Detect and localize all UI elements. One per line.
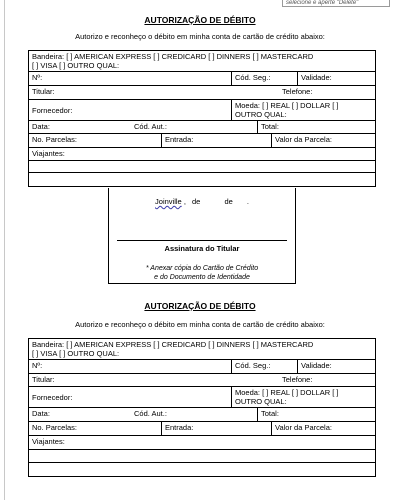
row-viajantes <box>29 436 375 450</box>
moeda-options-line1: Moeda: [ ] REAL [ ] DOLLAR [ ] <box>235 388 339 397</box>
city-name: Joinville <box>155 197 182 206</box>
total-field[interactable]: Total: <box>257 121 375 133</box>
row-blank-2[interactable] <box>29 173 375 186</box>
bandeira-options-line1: Bandeira: [ ] AMERICAN EXPRESS [ ] CREDICARD [ ] DINNERS [ ] MASTERCARD <box>32 52 314 61</box>
cod-aut-field[interactable]: Cód. Aut.: <box>134 122 167 131</box>
form-2-title: AUTORIZAÇÃO DE DÉBITO <box>144 301 256 311</box>
bandeira-options-line1: Bandeira: [ ] AMERICAN EXPRESS [ ] CREDICARD [ ] DINNERS [ ] MASTERCARD <box>32 340 314 349</box>
parcelas-field[interactable]: No. Parcelas: <box>32 135 78 144</box>
cod-aut-field[interactable]: Cód. Aut.: <box>134 409 167 418</box>
moeda-options-line1: Moeda: [ ] REAL [ ] DOLLAR [ ] <box>235 101 339 110</box>
row-data <box>29 121 375 134</box>
date-de-2: de <box>224 197 233 206</box>
date-dot: . <box>246 197 249 206</box>
bandeira-options-line2: [ ] VISA [ ] OUTRO QUAL: <box>32 61 120 70</box>
form-1-table <box>28 50 376 187</box>
fornecedor-field[interactable]: Fornecedor: <box>32 393 73 402</box>
bandeira-options-line2: [ ] VISA [ ] OUTRO QUAL: <box>32 349 120 358</box>
parcelas-field[interactable]: No. Parcelas: <box>32 423 78 432</box>
valor-parcela-field[interactable]: Valor da Parcela: <box>271 422 375 435</box>
row-numero <box>29 72 375 86</box>
moeda-cell[interactable] <box>231 100 375 120</box>
titular-field[interactable]: Titular: <box>32 375 55 384</box>
telefone-field[interactable]: Telefone: <box>282 87 313 96</box>
viajantes-field[interactable]: Viajantes: <box>32 149 65 158</box>
signature-label: Assinatura do Titular <box>164 244 240 253</box>
row-numero <box>29 360 375 374</box>
valor-parcela-field[interactable]: Valor da Parcela: <box>271 134 375 147</box>
form-2-table <box>28 338 376 477</box>
row-parcelas <box>29 134 375 148</box>
row-titular <box>29 86 375 100</box>
row-blank-1[interactable] <box>29 450 375 463</box>
signature-line[interactable] <box>117 240 287 241</box>
attachment-note <box>109 264 295 282</box>
attachment-note-line1: * Anexar cópia do Cartão de Crédito <box>145 265 259 272</box>
numero-field[interactable]: Nº: <box>32 73 43 82</box>
row-titular <box>29 374 375 387</box>
entrada-field[interactable]: Entrada: <box>161 134 271 147</box>
row-bandeira <box>29 339 375 360</box>
delete-hint-box: selecione e aperte "Delete" <box>282 0 390 7</box>
row-blank-2[interactable] <box>29 463 375 476</box>
bandeira-cell[interactable] <box>29 339 375 359</box>
data-field[interactable]: Data: <box>32 122 50 131</box>
page-left-margin-rule <box>4 0 5 500</box>
bandeira-cell[interactable] <box>29 51 375 71</box>
attachment-note-line2: e do Documento de Identidade <box>154 274 250 281</box>
signature-box <box>108 188 296 284</box>
row-data <box>29 408 375 422</box>
data-field[interactable]: Data: <box>32 409 50 418</box>
moeda-options-line2: OUTRO QUAL: <box>235 110 287 119</box>
total-field[interactable]: Total: <box>257 408 375 421</box>
row-fornecedor <box>29 387 375 408</box>
form-2-intro: Autorizo e reconheço o débito em minha conta de cartão de crédito abaixo: <box>75 320 325 329</box>
date-place-line[interactable]: Joinville , de de . <box>155 197 249 206</box>
date-de-1: de <box>192 197 201 206</box>
row-parcelas <box>29 422 375 436</box>
moeda-options-line2: OUTRO QUAL: <box>235 397 287 406</box>
row-viajantes <box>29 148 375 161</box>
validade-field[interactable]: Validade: <box>297 72 375 85</box>
moeda-cell[interactable] <box>231 387 375 407</box>
form-1-intro: Autorizo e reconheço o débito em minha conta de cartão de crédito abaixo: <box>75 32 325 41</box>
entrada-field[interactable]: Entrada: <box>161 422 271 435</box>
cod-seg-field[interactable]: Cód. Seg.: <box>231 72 297 85</box>
cod-seg-field[interactable]: Cód. Seg.: <box>231 360 297 373</box>
row-fornecedor <box>29 100 375 121</box>
form-1-title: AUTORIZAÇÃO DE DÉBITO <box>144 15 256 25</box>
viajantes-field[interactable]: Viajantes: <box>32 437 65 446</box>
row-blank-1[interactable] <box>29 161 375 173</box>
row-bandeira <box>29 51 375 72</box>
titular-field[interactable]: Titular: <box>32 87 55 96</box>
numero-field[interactable]: Nº: <box>32 361 43 370</box>
telefone-field[interactable]: Telefone: <box>282 375 313 384</box>
fornecedor-field[interactable]: Fornecedor: <box>32 106 73 115</box>
validade-field[interactable]: Validade: <box>297 360 375 373</box>
